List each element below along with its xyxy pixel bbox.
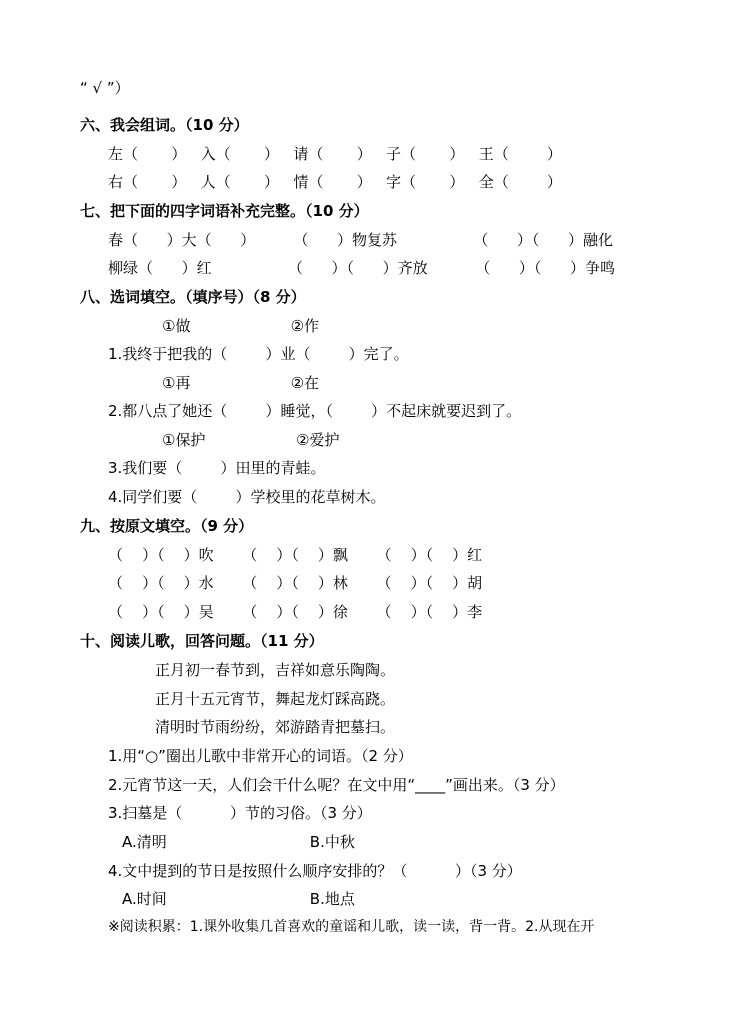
section-9-row-3: （ ）（ ）吴 （ ）（ ）徐 （ ）（ ）李	[108, 603, 483, 621]
section-10-question-3: 3.扫墓是（ ）节的习俗。（3 分）	[108, 804, 372, 822]
section-8-options-1: ①做 ②作	[162, 317, 320, 335]
section-10-question-1: 1.用“○”圈出儿歌中非常开心的词语。（2 分）	[108, 747, 413, 765]
section-9-row-1: （ ）（ ）吹 （ ）（ ）飘 （ ）（ ）红	[108, 546, 483, 564]
section-8-question-1: 1.我终于把我的（ ）业（ ）完了。	[108, 345, 409, 363]
section-7-row-1: 春（ ）大（ ） （ ）物复苏 （ ）（ ）融化	[108, 231, 613, 249]
section-8-options-3: ①保护 ②爱护	[162, 431, 340, 449]
section-8-options-2: ①再 ②在	[162, 374, 320, 392]
section-7-row-2: 柳绿（ ）红 （ ）（ ）齐放 （ ）（ ）争鸣	[108, 259, 616, 277]
poem-line-2: 正月十五元宵节，舞起龙灯踩高跷。	[155, 690, 396, 708]
section-7-heading: 七、把下面的四字词语补充完整。（10 分）	[80, 202, 369, 220]
section-10-question-4: 4.文中提到的节日是按照什么顺序安排的？（ ）（3 分）	[108, 862, 522, 880]
section-10-question-2: 2.元宵节这一天，人们会干什么呢？在文中用“____”画出来。（3 分）	[108, 776, 565, 794]
section-10-question-4-choices: A.时间 B.地点	[122, 890, 355, 908]
poem-line-1: 正月初一春节到，吉祥如意乐陶陶。	[155, 661, 396, 679]
reading-note: ※阅读积累：1.课外收集几首喜欢的童谣和儿歌，读一读，背一背。2.从现在开	[108, 919, 595, 935]
section-8-heading: 八、选词填空。（填序号）（8 分）	[80, 288, 306, 306]
section-6-heading: 六、我会组词。（10 分）	[80, 116, 249, 134]
poem-line-3: 清明时节雨纷纷，郊游踏青把墓扫。	[155, 718, 396, 736]
section-9-row-2: （ ）（ ）水 （ ）（ ）林 （ ）（ ）胡	[108, 574, 483, 592]
section-9-heading: 九、按原文填空。（9 分）	[80, 517, 254, 535]
section-10-question-3-choices: A.清明 B.中秋	[122, 833, 355, 851]
continuation-text: “ √ ”）	[80, 79, 130, 97]
section-8-question-4: 4.同学们要（ ）学校里的花草树木。	[108, 488, 386, 506]
section-8-question-2: 2.都八点了她还（ ）睡觉，（ ）不起床就要迟到了。	[108, 402, 522, 420]
section-10-heading: 十、阅读儿歌，回答问题。（11 分）	[80, 632, 324, 650]
section-6-row-2: 右（ ） 人（ ） 情（ ） 字（ ） 全（ ）	[108, 173, 562, 191]
section-8-question-3: 3.我们要（ ）田里的青蛙。	[108, 459, 326, 477]
section-6-row-1: 左（ ） 入（ ） 请（ ） 子（ ） 王（ ）	[108, 145, 562, 163]
